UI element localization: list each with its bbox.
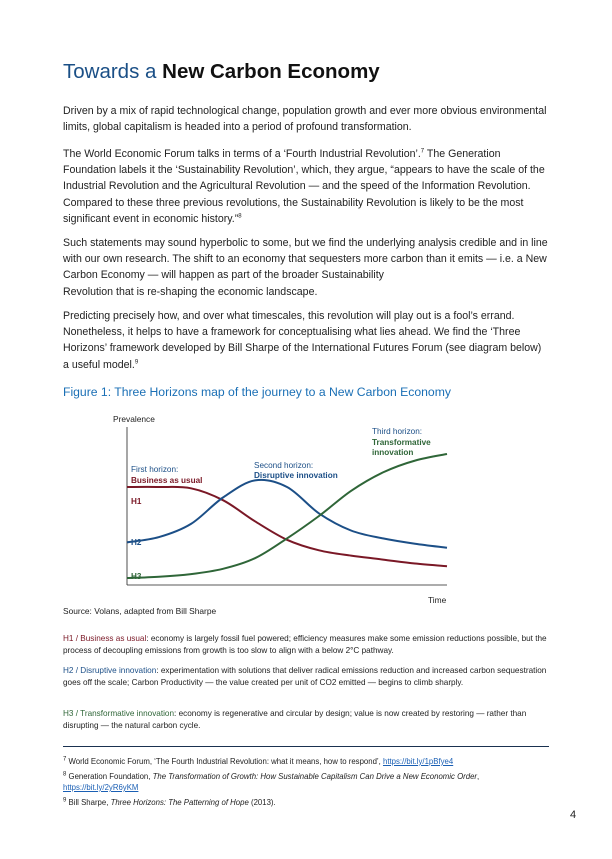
- y-axis-label: Prevalence: [113, 414, 155, 424]
- h2-horizon-title: Disruptive innovation: [254, 471, 338, 480]
- h3-horizon-label: Third horizon:: [372, 427, 423, 436]
- h1-horizon-title: Business as usual: [131, 476, 203, 485]
- three-horizons-chart: [0, 405, 612, 605]
- footnote-divider: [63, 746, 549, 747]
- footnote-9: $^9$ Bill Sharpe, Three Horizons: The Patterning of Hope (2013).: [63, 797, 276, 807]
- page-number: 4: [570, 809, 577, 821]
- paragraph-framework: Predicting precisely how, and over what timescales, this revolution will play out is a fool’s errand. Nonetheless, it helps to have a framework for conceptualising what lies ahead. We find the ‘Three Horizons’ framework developed by Bill Sharpe of the International Futures Forum (see diagram below) a useful model.$^9$: [63, 310, 542, 371]
- h1-horizon-label: First horizon:: [131, 465, 179, 474]
- h2-horizon-label: Second horizon:: [254, 461, 314, 470]
- series-label-h3: H3: [131, 572, 142, 581]
- paragraph-revolution: The World Economic Forum talks in terms of a ‘Fourth Industrial Revolution’.$^7$ The Generation Foundation labels it the ‘Sustainability Revolution’, which, they argue, “appears to have the scale of the Industrial Revolution and the Agricultural Revolution — and the speed of the Information Revolution. Compared to these three previous revolutions, the Sustainability Revolution is likely to be the most significant event in economic history.”$^8$: [63, 148, 545, 225]
- footnote-7: $^7$ World Economic Forum, ‘The Fourth Industrial Revolution: what it means, how to respond’, https://bit.ly/1pBfye4: [63, 756, 454, 766]
- series-label-h2: H2: [131, 538, 142, 547]
- paragraph-credible: Such statements may sound hyperbolic to some, but we find the underlying analysis credible and in line with our own research. The shift to an economy that sequesters more carbon than it emits — i.e. a New Carbon Economy — will happen as part of the broader Sustainability Revolution that is re-shaping the economic landscape.: [63, 237, 548, 298]
- figure-source: Source: Volans, adapted from Bill Sharpe: [63, 606, 217, 616]
- footnote-ref-7: 7: [420, 148, 425, 155]
- h3-horizon-title-line1: Transformative: [372, 438, 431, 447]
- x-axis-label: Time: [428, 595, 447, 605]
- footnote-8: $^8$ Generation Foundation, The Transformation of Growth: How Sustainable Capitalism Can Drive a New Economic Order, https://bit.ly/2yR6yKM: [63, 771, 480, 792]
- footnote-ref-9: 9: [134, 359, 139, 366]
- definition-h3: H3 / Transformative innovation: economy is regenerative and circular by design; value is now created by restoring — rather than disrupting — the natural carbon cycle.: [63, 709, 527, 730]
- definition-h1: H1 / Business as usual: economy is largely fossil fuel powered; efficiency measures make some emission reductions possible, but the process of decoupling emissions from growth is too slow to align with a below 2°C pathway.: [63, 634, 547, 655]
- paragraph-intro: Driven by a mix of rapid technological change, population growth and ever more obvious environmental limits, global capitalism is headed into a period of profound transformation.: [63, 105, 547, 134]
- series-label-h1: H1: [131, 497, 142, 506]
- footnote-ref-8: 8: [238, 213, 242, 220]
- footnote-8-link[interactable]: https://bit.ly/2yR6yKM: [63, 783, 139, 792]
- footnote-7-link[interactable]: https://bit.ly/1pBfye4: [382, 757, 454, 766]
- page-title: Towards a New Carbon Economy: [63, 60, 380, 83]
- h3-horizon-title-line2: innovation: [372, 448, 414, 457]
- series-line-h1: [127, 487, 447, 566]
- figure-title: Figure 1: Three Horizons map of the journey to a New Carbon Economy: [63, 385, 451, 399]
- definition-h2: H2 / Disruptive innovation: experimentation with solutions that deliver radical emissions reduction and increased carbon sequestration goes off the scale; Carbon Productivity — the value created per unit of CO2 emitted — begins to climb sharply.: [63, 666, 547, 687]
